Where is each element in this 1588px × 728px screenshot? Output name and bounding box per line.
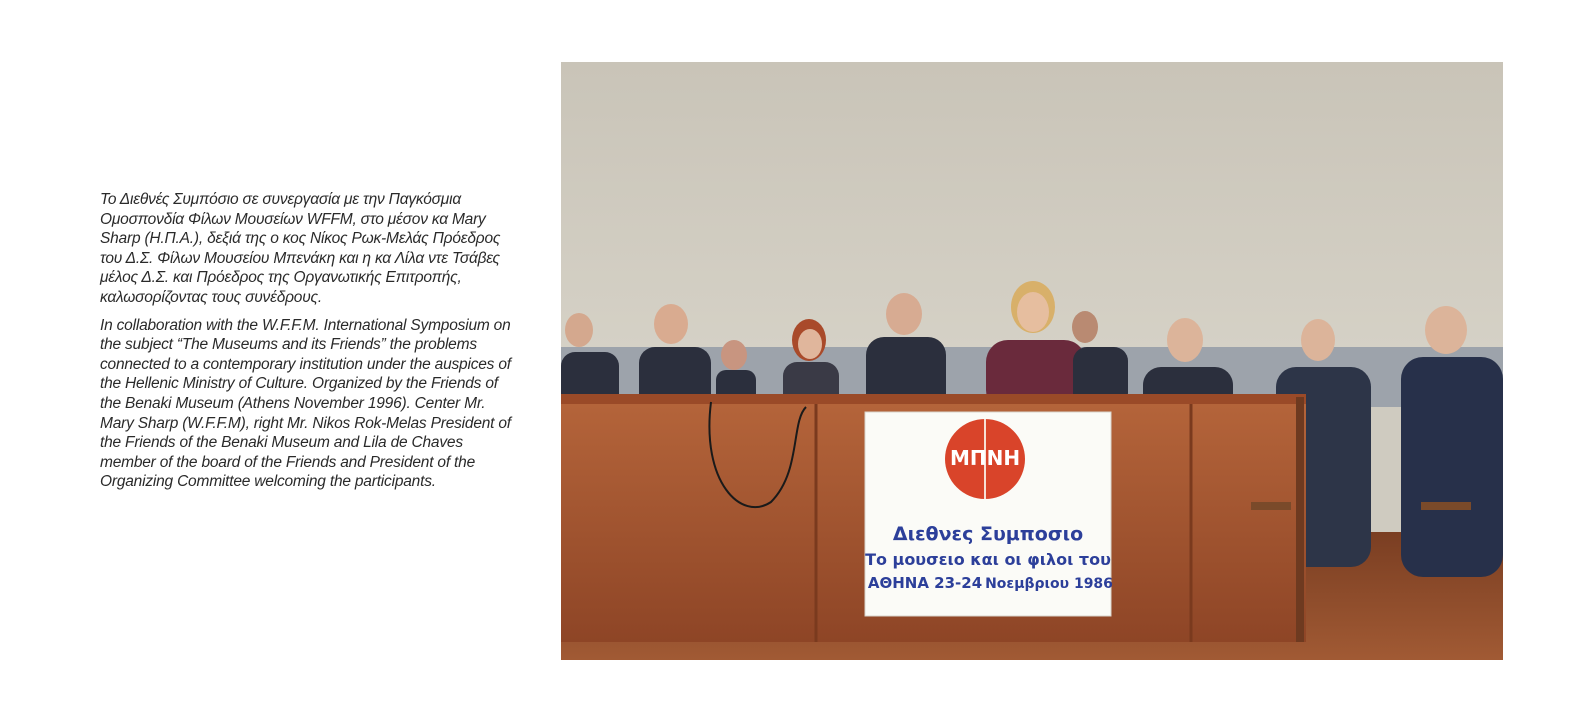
banner-line3b: Νοεμβριου 1986 <box>985 576 1113 592</box>
banner-logo-text: ΜΠΝΗ <box>949 446 1021 470</box>
conference-photo <box>561 62 1503 660</box>
caption-english: In collaboration with the W.F.F.M. International Symposium on the subject “The Museums and its Friends” the problems connected to a contemporary institution under the auspices of the Hellenic Ministry of Culture. Organized by the Friends of the Benaki Museum (Athens November 1996). Center Mr. Mary Sharp (W.F.F.M), right Mr. Nikos Rok-Melas President of the Friends of the Benaki Museum and Lila de Chaves member of the board of the Friends and President of the Organizing Committee welcoming the participants. <box>100 316 511 491</box>
banner-line2: Το μουσειο και οι φιλοι του <box>865 550 1111 569</box>
banner-line3a: ΑΘΗΝΑ 23-24 <box>867 574 983 592</box>
symposium-banner <box>865 412 1113 616</box>
caption <box>100 190 520 500</box>
banner-line1: Διεθνες Συμποσιο <box>892 523 1084 545</box>
caption-greek: Το Διεθνές Συμπόσιο σε συνεργασία με την Παγκόσμια Ομοσπονδία Φίλων Μουσείων WFFM, στο μέσον κα Mary Sharp (Η.Π.Α.), δεξιά της ο κος Νίκος Ρωκ-Μελάς Πρόεδρος του Δ.Σ. Φίλων Μουσείου Μπενάκη και η κα Λίλα ντε Τσάβες μέλος Δ.Σ. και Πρόεδρος της Οργανωτικής Επιτροπής, καλωσορίζοντας τους συνέδρους. <box>100 191 501 306</box>
